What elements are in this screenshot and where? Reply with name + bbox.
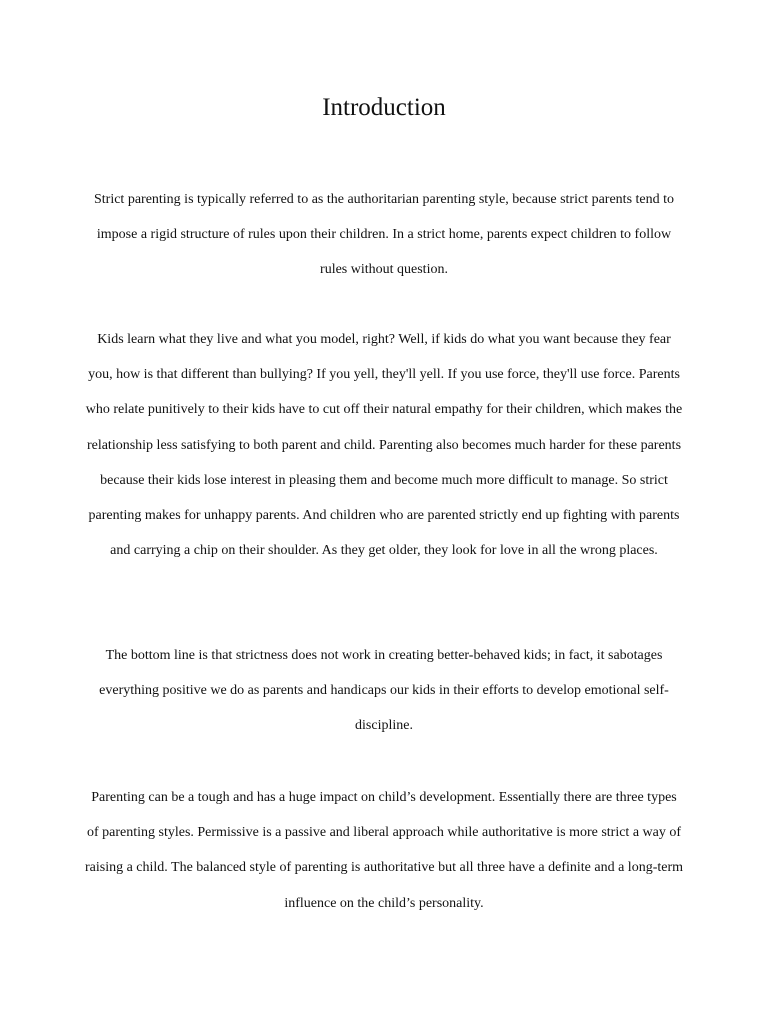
page-title: Introduction [322,94,446,121]
paragraph-parenting-styles: Parenting can be a tough and has a huge impact on child’s development. Essentially there are three types of parenting styles. Permissive is a passive and liberal approach while authoritative is more strict a way of raising a child. The balanced style of parenting is authoritative but all three have a definite and a long-term influence on the child’s personality. [84,790,684,911]
paragraph-bottom-line: The bottom line is that strictness does not work in creating better-behaved kids; in fact, it sabotages everything positive we do as parents and handicaps our kids in their efforts to develop emotional self-discipline. [99,648,669,734]
paragraph-strict-parenting-definition: Strict parenting is typically referred to as the authoritarian parenting style, because strict parents tend to impose a rigid structure of rules upon their children. In a strict home, parents expect children to follow rules without question. [93,192,675,278]
paragraph-effects-on-kids: Kids learn what they live and what you model, right? Well, if kids do what you want because they fear you, how is that different than bullying? If you yell, they'll yell. If you use force, they'll use force. Parents who relate punitively to their kids have to cut off their natural empathy for their children, which makes the relationship less satisfying to both parent and child. Parenting also becomes much harder for these parents because their kids lose interest in pleasing them and become much more difficult to manage. So strict parenting makes for unhappy parents. And children who are parented strictly end up fighting with parents and carrying a chip on their shoulder. As they get older, they look for love in all the wrong places. [85,332,683,559]
